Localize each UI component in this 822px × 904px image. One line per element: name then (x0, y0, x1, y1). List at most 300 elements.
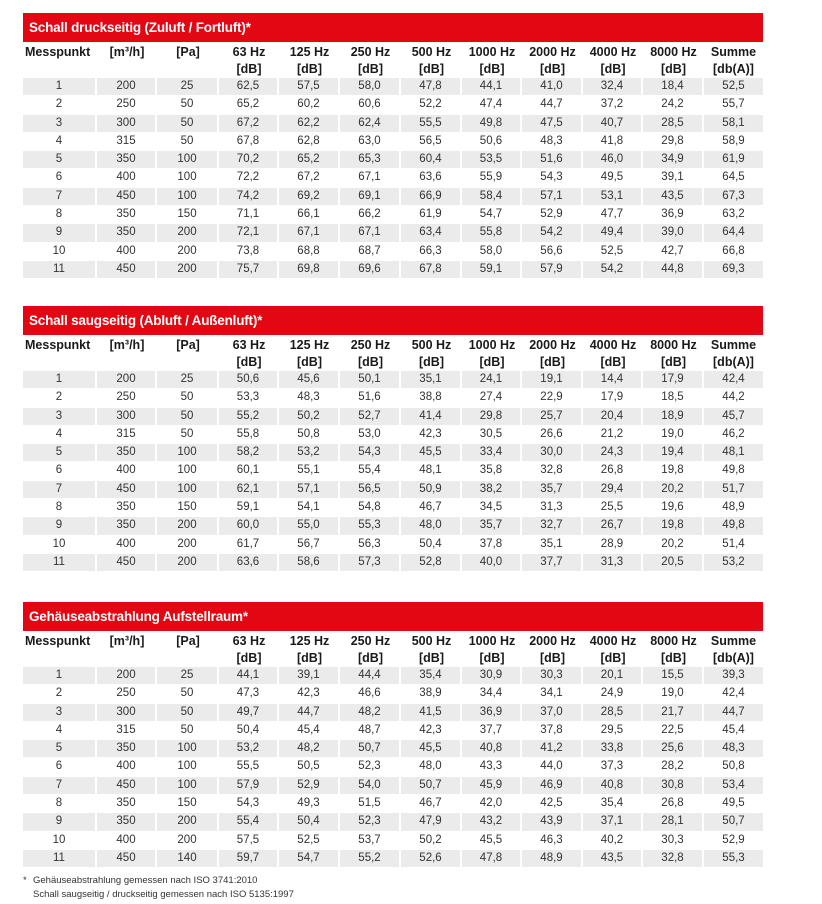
table-cell: 54,1 (279, 499, 340, 517)
table-cell: 46,9 (522, 777, 583, 795)
table-cell: 49,8 (462, 115, 522, 133)
table-cell: 18,4 (643, 78, 704, 96)
table-cell: 55,4 (219, 813, 279, 831)
table-cell: 57,1 (522, 188, 583, 206)
table-cell: 68,7 (340, 243, 401, 261)
table-cell: 34,1 (522, 685, 583, 703)
table-cell: 42,4 (704, 685, 763, 703)
table-cell: 49,4 (583, 224, 643, 242)
table-cell: 41,2 (522, 740, 583, 758)
table-cell: 10 (23, 243, 97, 261)
table-cell: 25,5 (583, 499, 643, 517)
table-cell: 350 (97, 795, 157, 813)
table-row (23, 169, 763, 187)
table-cell: 37,2 (583, 96, 643, 114)
table-cell: 30,3 (522, 667, 583, 685)
table-cell: 42,5 (522, 795, 583, 813)
column-header: 1000 Hz (468, 45, 516, 59)
table-cell: 55,2 (219, 408, 279, 426)
table-row (23, 685, 763, 703)
column-header: [dB] (661, 62, 686, 76)
table-cell: 61,9 (401, 206, 462, 224)
table-cell: 42,3 (401, 722, 462, 740)
table-cell: 14,4 (583, 371, 643, 389)
table-cell: 38,2 (462, 481, 522, 499)
table-cell: 45,6 (279, 371, 340, 389)
table-cell: 68,8 (279, 243, 340, 261)
table-cell: 54,2 (522, 224, 583, 242)
table-cell: 57,5 (279, 78, 340, 96)
table-cell: 62,2 (279, 115, 340, 133)
column-header: Messpunkt (25, 338, 91, 352)
table-cell: 200 (157, 536, 219, 554)
column-header (157, 61, 219, 78)
table-cell: 150 (157, 795, 219, 813)
column-header: Messpunkt (25, 634, 91, 648)
table-cell: 49,7 (219, 704, 279, 722)
table-cell: 59,1 (219, 499, 279, 517)
table-cell: 56,6 (522, 243, 583, 261)
column-header: [dB] (358, 62, 383, 76)
table-cell: 50,9 (401, 481, 462, 499)
header-row (23, 335, 763, 354)
table-cell: 51,6 (522, 151, 583, 169)
table-cell: 52,5 (704, 78, 763, 96)
table-cell: 350 (97, 740, 157, 758)
table-cell: 56,5 (340, 481, 401, 499)
table-cell: 350 (97, 151, 157, 169)
table-cell: 44,8 (643, 261, 704, 279)
table-cell: 37,7 (462, 722, 522, 740)
table-cell: 34,5 (462, 499, 522, 517)
table-cell: 41,8 (583, 133, 643, 151)
column-header: [dB] (540, 355, 565, 369)
column-header: [dB] (479, 651, 505, 665)
table-cell: 40,8 (583, 777, 643, 795)
table-cell: 7 (23, 188, 97, 206)
table-cell: 55,8 (462, 224, 522, 242)
table-section-casing-radiation (23, 602, 763, 868)
table-cell: 300 (97, 408, 157, 426)
table-cell: 48,3 (279, 389, 340, 407)
table-cell: 35,1 (401, 371, 462, 389)
table-cell: 54,3 (340, 444, 401, 462)
table-cell: 50 (157, 685, 219, 703)
column-header (23, 650, 97, 667)
table-cell: 350 (97, 813, 157, 831)
table-cell: 54,0 (340, 777, 401, 795)
table-cell: 33,8 (583, 740, 643, 758)
table-cell: 24,1 (462, 371, 522, 389)
table-cell: 200 (97, 371, 157, 389)
table-cell: 200 (157, 517, 219, 535)
table-cell: 50 (157, 133, 219, 151)
table-cell: 100 (157, 740, 219, 758)
table-cell: 8 (23, 206, 97, 224)
table-cell: 25,7 (522, 408, 583, 426)
table-cell: 30,3 (643, 832, 704, 850)
table-cell: 35,7 (462, 517, 522, 535)
table-cell: 69,6 (340, 261, 401, 279)
column-header: [Pa] (176, 45, 200, 59)
table-cell: 50 (157, 389, 219, 407)
table-cell: 25 (157, 78, 219, 96)
column-header: 2000 Hz (529, 45, 576, 59)
table-row (23, 462, 763, 480)
table-row (23, 499, 763, 517)
table-cell: 59,1 (462, 261, 522, 279)
table-cell: 44,7 (522, 96, 583, 114)
table-cell: 200 (97, 667, 157, 685)
table-row (23, 115, 763, 133)
table-cell: 315 (97, 133, 157, 151)
table-cell: 43,9 (522, 813, 583, 831)
table-cell: 55,5 (401, 115, 462, 133)
table-cell: 63,0 (340, 133, 401, 151)
table-cell: 56,5 (401, 133, 462, 151)
footnote-marker: * (23, 875, 27, 886)
table-cell: 100 (157, 758, 219, 776)
table-cell: 42,3 (401, 426, 462, 444)
table-cell: 45,5 (401, 444, 462, 462)
table-cell: 315 (97, 426, 157, 444)
table-cell: 50,8 (704, 758, 763, 776)
table-cell: 6 (23, 169, 97, 187)
table-row (23, 78, 763, 96)
table-cell: 55,2 (340, 850, 401, 868)
table-cell: 18,5 (643, 389, 704, 407)
table-cell: 26,6 (522, 426, 583, 444)
table-cell: 58,6 (279, 554, 340, 572)
table-cell: 36,9 (462, 704, 522, 722)
table-cell: 49,8 (704, 462, 763, 480)
table-cell: 43,5 (583, 850, 643, 868)
table-cell: 45,4 (704, 722, 763, 740)
table-cell: 50,7 (340, 740, 401, 758)
table-cell: 28,5 (643, 115, 704, 133)
column-header: [dB] (236, 651, 262, 665)
table-row (23, 554, 763, 572)
table-cell: 50,2 (401, 832, 462, 850)
column-header: [dB] (661, 355, 686, 369)
table-cell: 51,6 (340, 389, 401, 407)
table-row (23, 536, 763, 554)
footnote (23, 874, 294, 902)
table-cell: 24,9 (583, 685, 643, 703)
table-cell: 100 (157, 169, 219, 187)
table-cell: 67,8 (401, 261, 462, 279)
table-cell: 39,3 (704, 667, 763, 685)
table-cell: 54,7 (279, 850, 340, 868)
column-header: 1000 Hz (468, 634, 516, 648)
table-cell: 55,3 (340, 517, 401, 535)
table-row (23, 795, 763, 813)
column-header: 8000 Hz (650, 634, 697, 648)
table-cell: 65,3 (340, 151, 401, 169)
table-cell: 3 (23, 408, 97, 426)
table-cell: 54,7 (462, 206, 522, 224)
table-cell: 31,3 (583, 554, 643, 572)
table-cell: 200 (157, 832, 219, 850)
table-cell: 46,3 (522, 832, 583, 850)
table-cell: 350 (97, 206, 157, 224)
table-cell: 25 (157, 667, 219, 685)
column-header: Summe (710, 634, 757, 648)
table-cell: 57,1 (279, 481, 340, 499)
table-cell: 55,3 (704, 850, 763, 868)
table-cell: 62,8 (279, 133, 340, 151)
column-header: 125 Hz (289, 634, 330, 648)
table-cell: 55,8 (219, 426, 279, 444)
table-cell: 450 (97, 481, 157, 499)
table-cell: 140 (157, 850, 219, 868)
table-row (23, 813, 763, 831)
column-header: [dB] (661, 651, 686, 665)
table-cell: 41,0 (522, 78, 583, 96)
table-cell: 54,2 (583, 261, 643, 279)
table-cell: 72,2 (219, 169, 279, 187)
table-cell: 200 (157, 261, 219, 279)
table-cell: 7 (23, 777, 97, 795)
table-row (23, 371, 763, 389)
column-header: [dB] (600, 62, 626, 76)
table-cell: 58,0 (340, 78, 401, 96)
table-cell: 51,4 (704, 536, 763, 554)
table-row (23, 704, 763, 722)
table-cell: 100 (157, 188, 219, 206)
table-cell: 49,5 (704, 795, 763, 813)
table-cell: 45,5 (462, 832, 522, 850)
header-row (23, 650, 763, 667)
column-header: [dB] (600, 651, 626, 665)
table-cell: 400 (97, 758, 157, 776)
footnote-line-2: Schall saugseitig / druckseitig gemessen nach ISO 5135:1997 (33, 889, 294, 900)
table-cell: 66,3 (401, 243, 462, 261)
table-cell: 2 (23, 389, 97, 407)
table-cell: 48,3 (522, 133, 583, 151)
table-row (23, 224, 763, 242)
table-cell: 51,5 (340, 795, 401, 813)
table-cell: 50,4 (279, 813, 340, 831)
table-cell: 40,0 (462, 554, 522, 572)
table-cell: 47,8 (462, 850, 522, 868)
column-header: 500 Hz (411, 45, 452, 59)
table-cell: 46,7 (401, 795, 462, 813)
table-cell: 73,8 (219, 243, 279, 261)
table-cell: 37,1 (583, 813, 643, 831)
table-cell: 200 (97, 78, 157, 96)
table-cell: 56,3 (340, 536, 401, 554)
table-cell: 52,3 (340, 813, 401, 831)
table-cell: 48,7 (340, 722, 401, 740)
table-cell: 49,3 (279, 795, 340, 813)
table-cell: 56,7 (279, 536, 340, 554)
column-header: [dB] (419, 355, 444, 369)
table-cell: 22,5 (643, 722, 704, 740)
table-cell: 52,5 (279, 832, 340, 850)
table-cell: 58,9 (704, 133, 763, 151)
table-cell: 50,6 (462, 133, 522, 151)
table-cell: 65,2 (219, 96, 279, 114)
table-cell: 26,7 (583, 517, 643, 535)
table-row (23, 151, 763, 169)
table-cell: 9 (23, 224, 97, 242)
table-cell: 44,7 (279, 704, 340, 722)
sound-table (23, 631, 763, 868)
column-header (157, 354, 219, 371)
table-cell: 50,4 (401, 536, 462, 554)
table-cell: 50 (157, 722, 219, 740)
table-cell: 32,8 (522, 462, 583, 480)
table-cell: 200 (157, 224, 219, 242)
table-cell: 37,8 (522, 722, 583, 740)
table-cell: 350 (97, 517, 157, 535)
table-cell: 47,4 (462, 96, 522, 114)
table-cell: 55,0 (279, 517, 340, 535)
table-cell: 44,4 (340, 667, 401, 685)
table-cell: 24,3 (583, 444, 643, 462)
table-cell: 2 (23, 685, 97, 703)
table-cell: 66,1 (279, 206, 340, 224)
table-cell: 36,9 (643, 206, 704, 224)
table-cell: 100 (157, 151, 219, 169)
table-cell: 48,0 (401, 517, 462, 535)
table-cell: 60,4 (401, 151, 462, 169)
table-cell: 100 (157, 481, 219, 499)
table-cell: 69,3 (704, 261, 763, 279)
table-cell: 47,8 (401, 78, 462, 96)
table-cell: 315 (97, 722, 157, 740)
table-cell: 48,2 (279, 740, 340, 758)
table-row (23, 243, 763, 261)
table-cell: 30,8 (643, 777, 704, 795)
table-cell: 52,3 (340, 758, 401, 776)
column-header: 125 Hz (289, 338, 330, 352)
table-cell: 1 (23, 78, 97, 96)
table-cell: 52,6 (401, 850, 462, 868)
table-cell: 43,5 (643, 188, 704, 206)
table-cell: 450 (97, 850, 157, 868)
column-header: Messpunkt (25, 45, 91, 59)
table-cell: 4 (23, 133, 97, 151)
table-cell: 29,5 (583, 722, 643, 740)
table-cell: 28,1 (643, 813, 704, 831)
table-row (23, 740, 763, 758)
table-cell: 50,4 (219, 722, 279, 740)
table-cell: 42,3 (279, 685, 340, 703)
table-cell: 55,4 (340, 462, 401, 480)
table-cell: 48,9 (522, 850, 583, 868)
table-cell: 50,7 (704, 813, 763, 831)
table-cell: 51,7 (704, 481, 763, 499)
table-cell: 32,4 (583, 78, 643, 96)
table-cell: 3 (23, 704, 97, 722)
table-cell: 39,1 (643, 169, 704, 187)
table-row (23, 206, 763, 224)
table-cell: 69,2 (279, 188, 340, 206)
table-cell: 52,8 (401, 554, 462, 572)
column-header: 2000 Hz (529, 338, 576, 352)
table-cell: 17,9 (643, 371, 704, 389)
table-cell: 29,8 (643, 133, 704, 151)
table-cell: 6 (23, 462, 97, 480)
sound-table (23, 42, 763, 279)
table-cell: 40,2 (583, 832, 643, 850)
table-cell: 47,7 (583, 206, 643, 224)
table-cell: 70,2 (219, 151, 279, 169)
table-cell: 54,8 (340, 499, 401, 517)
table-cell: 67,3 (704, 188, 763, 206)
table-cell: 48,9 (704, 499, 763, 517)
column-header (97, 650, 157, 667)
table-cell: 29,8 (462, 408, 522, 426)
table-cell: 53,2 (219, 740, 279, 758)
table-cell: 63,2 (704, 206, 763, 224)
table-cell: 50,2 (279, 408, 340, 426)
table-cell: 53,2 (279, 444, 340, 462)
table-cell: 10 (23, 832, 97, 850)
table-cell: 69,8 (279, 261, 340, 279)
table-cell: 45,9 (462, 777, 522, 795)
column-header (157, 650, 219, 667)
table-cell: 50,1 (340, 371, 401, 389)
table-cell: 19,0 (643, 426, 704, 444)
table-cell: 18,9 (643, 408, 704, 426)
table-cell: 400 (97, 462, 157, 480)
header-row (23, 61, 763, 78)
table-cell: 32,8 (643, 850, 704, 868)
table-cell: 44,0 (522, 758, 583, 776)
table-cell: 48,1 (401, 462, 462, 480)
table-cell: 37,3 (583, 758, 643, 776)
table-cell: 48,0 (401, 758, 462, 776)
column-header: [Pa] (176, 338, 200, 352)
table-cell: 44,7 (704, 704, 763, 722)
table-cell: 53,3 (219, 389, 279, 407)
column-header: [Pa] (176, 634, 200, 648)
table-cell: 20,2 (643, 481, 704, 499)
table-cell: 32,7 (522, 517, 583, 535)
column-header: [dB] (358, 355, 383, 369)
table-cell: 52,7 (340, 408, 401, 426)
table-cell: 25,6 (643, 740, 704, 758)
table-cell: 50,8 (279, 426, 340, 444)
table-cell: 150 (157, 206, 219, 224)
table-row (23, 96, 763, 114)
table-cell: 43,2 (462, 813, 522, 831)
table-cell: 34,4 (462, 685, 522, 703)
column-header: 4000 Hz (589, 634, 637, 648)
table-cell: 42,0 (462, 795, 522, 813)
column-header (23, 61, 97, 78)
table-cell: 53,2 (704, 554, 763, 572)
section-title: Gehäuseabstrahlung Aufstellraum* (23, 602, 763, 631)
table-cell: 17,9 (583, 389, 643, 407)
header-row (23, 42, 763, 61)
column-header: [dB] (236, 62, 262, 76)
table-cell: 8 (23, 499, 97, 517)
column-header: [dB] (479, 355, 505, 369)
table-cell: 57,3 (340, 554, 401, 572)
table-cell: 42,7 (643, 243, 704, 261)
table-cell: 6 (23, 758, 97, 776)
table-cell: 47,3 (219, 685, 279, 703)
table-cell: 20,5 (643, 554, 704, 572)
table-cell: 400 (97, 536, 157, 554)
column-header: Summe (710, 338, 757, 352)
column-header: [db(A)] (713, 62, 754, 76)
column-header: [dB] (540, 651, 565, 665)
